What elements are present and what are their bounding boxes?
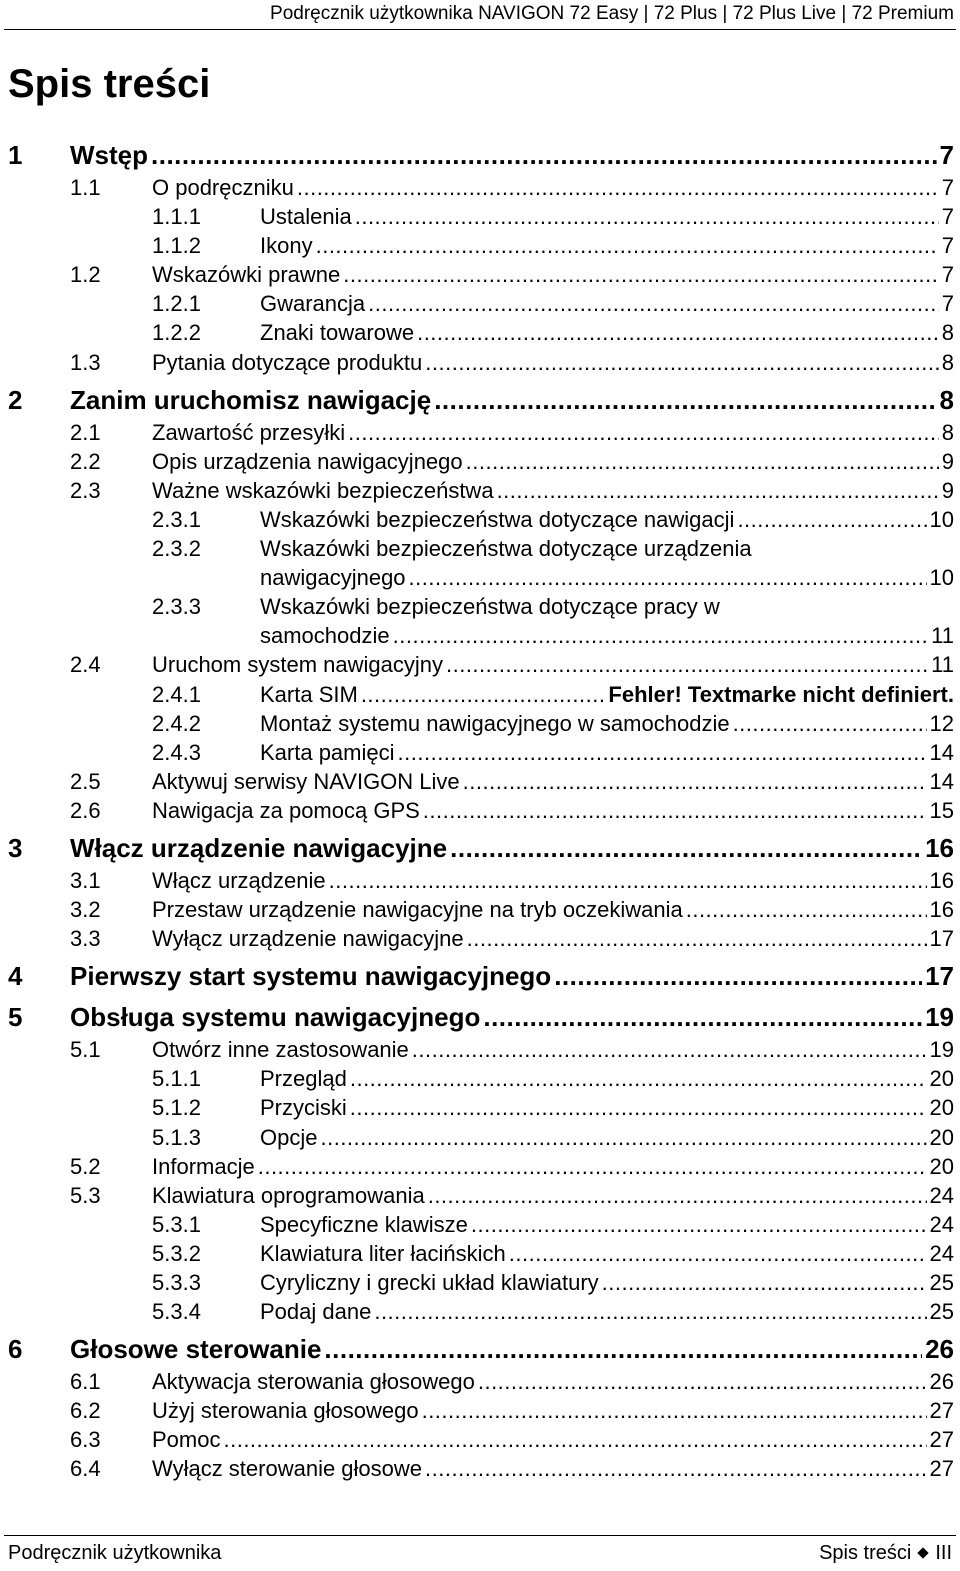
toc-entry-line xyxy=(70,830,954,866)
dot-leader xyxy=(466,447,939,476)
dot-leader xyxy=(425,1454,926,1483)
toc-entry-page: 7 xyxy=(941,204,954,230)
page-title: Spis treści xyxy=(8,62,211,106)
toc-entry-line xyxy=(260,289,954,318)
toc-entry[interactable] xyxy=(0,1239,960,1268)
toc-entry[interactable] xyxy=(0,1367,960,1396)
toc-entry[interactable] xyxy=(0,895,960,924)
toc-entry[interactable] xyxy=(0,866,960,895)
toc-entry-page: 17 xyxy=(929,926,954,952)
dot-leader xyxy=(361,680,606,709)
toc-entry[interactable] xyxy=(0,1396,960,1425)
toc-entry-title-continued: nawigacyjnego xyxy=(260,565,406,591)
dot-leader xyxy=(554,958,922,994)
toc-entry-number: 1.2.1 xyxy=(152,291,201,317)
toc-entry-page: 7 xyxy=(939,140,954,170)
toc-entry-line xyxy=(70,1331,954,1367)
toc-entry-line xyxy=(152,895,954,924)
toc-entry[interactable] xyxy=(0,534,960,563)
footer-section-label: Spis treści xyxy=(819,1542,912,1564)
toc-entry[interactable] xyxy=(0,796,960,825)
toc-entry[interactable] xyxy=(0,1454,960,1483)
dot-leader xyxy=(467,924,927,953)
toc-entry-title: Wstęp xyxy=(70,140,148,170)
toc-entry-line xyxy=(152,1367,954,1396)
toc-entry[interactable] xyxy=(0,1268,960,1297)
toc-entry-number: 6.4 xyxy=(70,1456,101,1482)
toc-entry-title: Pomoc xyxy=(152,1427,221,1453)
toc-entry-page: 14 xyxy=(929,739,954,765)
dot-leader xyxy=(368,289,939,318)
toc-entry-line xyxy=(70,999,954,1035)
toc-entry-number: 5.3 xyxy=(70,1182,101,1208)
toc-entry-page: 24 xyxy=(929,1182,954,1208)
toc-entry[interactable] xyxy=(0,418,960,447)
toc-entry-number: 2.4.2 xyxy=(152,710,201,736)
toc-entry-title: Przyciski xyxy=(260,1095,347,1121)
toc-entry-number: 6.2 xyxy=(70,1398,101,1424)
toc-entry-title: Nawigacja za pomocą GPS xyxy=(152,797,420,823)
toc-entry-page: 8 xyxy=(941,419,954,445)
toc-entry-number: 2.3 xyxy=(70,477,101,503)
toc-entry-line xyxy=(152,173,954,202)
toc-entry-line xyxy=(260,1093,954,1122)
toc-entry-title: Ustalenia xyxy=(260,204,352,230)
dot-leader xyxy=(483,999,922,1035)
toc-entry-line xyxy=(70,382,954,418)
dot-leader xyxy=(509,1239,927,1268)
toc-entry-title: Pierwszy start systemu nawigacyjnego xyxy=(70,961,552,992)
toc-entry[interactable] xyxy=(0,348,960,377)
toc-entry-title: Głosowe sterowanie xyxy=(70,1334,322,1365)
toc-entry-number: 5.1 xyxy=(70,1037,101,1063)
toc-entry-page: 20 xyxy=(929,1095,954,1121)
toc-entry-page: 16 xyxy=(925,832,954,863)
toc-entry[interactable] xyxy=(0,830,960,866)
toc-entry-title: Włącz urządzenie xyxy=(152,867,326,893)
toc-entry-number: 2.4 xyxy=(70,652,101,678)
footer-rule xyxy=(4,1535,956,1536)
toc-entry-number: 3.2 xyxy=(70,897,101,923)
toc-entry-title: Wskazówki bezpieczeństwa dotyczące pracy w xyxy=(260,594,720,620)
toc-entry-page: 17 xyxy=(925,961,954,992)
toc-entry-line xyxy=(152,1454,954,1483)
toc-entry-page: 16 xyxy=(929,867,954,893)
toc-entry-title: Wskazówki bezpieczeństwa dotyczące urządzenia xyxy=(260,536,752,562)
dot-leader xyxy=(478,1367,927,1396)
toc-entry-number: 3 xyxy=(8,832,23,863)
toc-entry-line xyxy=(70,958,954,994)
toc-entry-number: 3.3 xyxy=(70,926,101,952)
toc-entry-line xyxy=(260,534,954,563)
toc-entry-number: 2 xyxy=(8,384,23,415)
toc-entry-number: 1.1.1 xyxy=(152,204,201,230)
toc-entry-line xyxy=(152,1396,954,1425)
toc-entry-line xyxy=(152,1152,954,1181)
toc-entry-page: 16 xyxy=(929,897,954,923)
dot-leader xyxy=(733,709,927,738)
toc-entry-line xyxy=(152,447,954,476)
toc-entry[interactable] xyxy=(0,505,960,534)
toc-entry-number: 6.3 xyxy=(70,1427,101,1453)
toc-entry-number: 4 xyxy=(8,961,23,992)
toc-entry-title: Montaż systemu nawigacyjnego w samochodzie xyxy=(260,710,730,736)
toc-entry-title: Specyficzne klawisze xyxy=(260,1211,468,1237)
dot-leader xyxy=(450,830,922,866)
toc-entry-number: 2.4.1 xyxy=(152,681,201,707)
toc-entry-page: Fehler! Textmarke nicht definiert. xyxy=(608,681,954,707)
footer-section xyxy=(819,1539,952,1567)
toc-entry-page: 15 xyxy=(929,797,954,823)
toc-entry[interactable] xyxy=(0,1035,960,1064)
toc-entry-title: Karta SIM xyxy=(260,681,358,707)
toc-entry[interactable] xyxy=(0,1152,960,1181)
toc-entry-page: 11 xyxy=(931,652,954,678)
dot-leader xyxy=(428,1181,927,1210)
toc-entry-title: Opcje xyxy=(260,1124,318,1150)
toc-entry-line xyxy=(152,348,954,377)
toc-entry[interactable] xyxy=(0,1093,960,1122)
dot-leader xyxy=(316,231,939,260)
dot-leader xyxy=(686,895,927,924)
toc-entry-title: Ważne wskazówki bezpieczeństwa xyxy=(152,477,494,503)
dot-leader xyxy=(425,348,938,377)
toc-entry-line xyxy=(260,563,954,592)
dot-leader xyxy=(350,1093,927,1122)
toc-entry-line xyxy=(152,650,954,679)
toc-entry-title: O podręczniku xyxy=(152,175,294,200)
toc-entry-number: 2.2 xyxy=(70,448,101,474)
toc-entry[interactable] xyxy=(0,1297,960,1326)
toc-entry-page: 27 xyxy=(929,1456,954,1482)
toc-entry-line xyxy=(152,866,954,895)
toc-entry-line xyxy=(152,1181,954,1210)
dot-leader xyxy=(417,318,939,347)
dot-leader xyxy=(151,137,937,173)
toc-entry-line xyxy=(260,738,954,767)
toc-entry-page: 20 xyxy=(929,1066,954,1092)
toc-entry-line xyxy=(260,1064,954,1093)
toc-entry-number: 5.3.4 xyxy=(152,1299,201,1325)
toc-entry-page: 19 xyxy=(929,1037,954,1063)
toc-entry-line xyxy=(260,1210,954,1239)
toc-entry-line xyxy=(260,621,954,650)
toc-entry-line xyxy=(260,592,954,621)
toc-entry[interactable] xyxy=(0,680,960,709)
toc-entry-line xyxy=(260,202,954,231)
toc-entry-line xyxy=(152,418,954,447)
toc-entry-number: 2.6 xyxy=(70,797,101,823)
dot-leader xyxy=(348,418,939,447)
dot-leader xyxy=(374,1297,926,1326)
toc-entry-page: 8 xyxy=(941,349,954,375)
toc-entry[interactable] xyxy=(0,231,960,260)
toc-entry-page: 19 xyxy=(925,1002,954,1033)
dot-leader xyxy=(737,505,926,534)
toc-entry-line xyxy=(260,231,954,260)
toc-entry-line xyxy=(260,1123,954,1152)
toc-entry-title: Wyłącz sterowanie głosowe xyxy=(152,1456,423,1482)
toc-entry-line xyxy=(152,260,954,289)
toc-entry-number: 6 xyxy=(8,1334,23,1365)
toc-entry[interactable] xyxy=(0,592,960,621)
toc-entry-number: 1.3 xyxy=(70,349,101,375)
toc-entry-title: Przestaw urządzenie nawigacyjne na tryb oczekiwania xyxy=(152,897,683,923)
toc-entry-page: 26 xyxy=(929,1369,954,1395)
toc-entry-title: Uruchom system nawigacyjny xyxy=(152,652,443,678)
toc-entry[interactable] xyxy=(0,260,960,289)
toc-entry-number: 5.3.3 xyxy=(152,1270,201,1295)
toc-entry-number: 6.1 xyxy=(70,1369,101,1395)
toc-entry-line xyxy=(152,767,954,796)
toc-entry-number: 5.3.2 xyxy=(152,1240,201,1266)
toc-entry-title: Aktywuj serwisy NAVIGON Live xyxy=(152,768,460,794)
toc-entry-page: 10 xyxy=(929,565,954,591)
toc-entry[interactable] xyxy=(0,173,960,202)
toc-entry-title: Wskazówki bezpieczeństwa dotyczące nawigacji xyxy=(260,506,735,532)
toc-entry-title: Zawartość przesyłki xyxy=(152,419,346,445)
dot-leader xyxy=(223,1425,926,1454)
dot-leader xyxy=(343,260,938,289)
toc-entry-continuation[interactable] xyxy=(0,563,960,592)
toc-entry-page: 9 xyxy=(941,477,954,503)
diamond-bullet-icon xyxy=(918,1547,929,1558)
toc-entry-line xyxy=(152,796,954,825)
toc-entry[interactable] xyxy=(0,1064,960,1093)
toc-entry-page: 25 xyxy=(929,1299,954,1325)
dot-leader xyxy=(409,563,927,592)
dot-leader xyxy=(324,1331,922,1367)
toc-entry-number: 5 xyxy=(8,1002,23,1033)
toc-entry-number: 1.2.2 xyxy=(152,320,201,346)
dot-leader xyxy=(398,738,927,767)
toc-entry[interactable] xyxy=(0,1181,960,1210)
toc-entry-line xyxy=(260,318,954,347)
toc-entry[interactable] xyxy=(0,958,960,994)
toc-entry-line xyxy=(260,1297,954,1326)
toc-entry-title: Klawiatura oprogramowania xyxy=(152,1182,425,1208)
toc-entry[interactable] xyxy=(0,924,960,953)
toc-entry-title: Włącz urządzenie nawigacyjne xyxy=(70,832,448,863)
toc-entry-title-continued: samochodzie xyxy=(260,623,390,649)
header-rule xyxy=(4,29,956,30)
toc-entry-number: 1.1 xyxy=(70,175,101,200)
toc-entry-page: 7 xyxy=(941,262,954,288)
toc-entry-line xyxy=(152,924,954,953)
toc-entry-page: 27 xyxy=(929,1398,954,1424)
dot-leader xyxy=(320,1123,926,1152)
toc-entry-title: Wskazówki prawne xyxy=(152,262,341,288)
dot-leader xyxy=(463,767,927,796)
toc-entry-number: 2.3.2 xyxy=(152,536,201,562)
toc-entry[interactable] xyxy=(0,1210,960,1239)
dot-leader xyxy=(446,650,928,679)
dot-leader xyxy=(329,866,927,895)
table-of-contents xyxy=(0,137,960,1484)
dot-leader xyxy=(434,382,936,418)
dot-leader xyxy=(602,1268,927,1297)
toc-entry-number: 5.1.2 xyxy=(152,1095,201,1121)
toc-entry-page: 25 xyxy=(929,1270,954,1295)
toc-entry-number: 2.1 xyxy=(70,419,101,445)
toc-entry[interactable] xyxy=(0,1331,960,1367)
toc-entry-number: 2.4.3 xyxy=(152,739,201,765)
dot-leader xyxy=(423,796,927,825)
dot-leader xyxy=(422,1396,927,1425)
dot-leader xyxy=(497,476,939,505)
toc-entry-number: 1 xyxy=(8,140,23,170)
toc-entry[interactable] xyxy=(0,767,960,796)
toc-entry-page: 24 xyxy=(929,1211,954,1237)
toc-entry-number: 1.2 xyxy=(70,262,101,288)
toc-entry-page: 24 xyxy=(929,1240,954,1266)
toc-entry[interactable] xyxy=(0,650,960,679)
toc-entry-title: Przegląd xyxy=(260,1066,347,1092)
toc-entry-page: 26 xyxy=(925,1334,954,1365)
dot-leader xyxy=(355,202,939,231)
toc-entry-page: 12 xyxy=(929,710,954,736)
toc-entry-title: Cyryliczny i grecki układ klawiatury xyxy=(260,1270,599,1295)
toc-entry-number: 5.3.1 xyxy=(152,1211,201,1237)
toc-entry-page: 7 xyxy=(941,175,954,200)
toc-entry-title: Zanim uruchomisz nawigację xyxy=(70,384,432,415)
toc-entry-title: Otwórz inne zastosowanie xyxy=(152,1037,409,1063)
toc-entry-title: Opis urządzenia nawigacyjnego xyxy=(152,448,463,474)
toc-entry-page: 8 xyxy=(939,384,954,415)
toc-entry[interactable] xyxy=(0,202,960,231)
toc-entry-title: Ikony xyxy=(260,233,313,259)
toc-entry-line xyxy=(260,505,954,534)
toc-entry[interactable] xyxy=(0,738,960,767)
running-header: Podręcznik użytkownika NAVIGON 72 Easy | 72 Plus | 72 Plus Live | 72 Premium xyxy=(270,3,954,24)
toc-entry-line xyxy=(152,1035,954,1064)
dot-leader xyxy=(412,1035,927,1064)
toc-entry-number: 2.3.1 xyxy=(152,506,201,532)
toc-entry[interactable] xyxy=(0,1425,960,1454)
toc-entry-line xyxy=(260,680,954,709)
toc-entry-page: 11 xyxy=(931,623,954,649)
toc-entry-page: 7 xyxy=(941,291,954,317)
toc-entry[interactable] xyxy=(0,999,960,1035)
footer-manual-title: Podręcznik użytkownika xyxy=(8,1542,222,1564)
toc-entry-page: 9 xyxy=(941,448,954,474)
toc-entry[interactable] xyxy=(0,476,960,505)
toc-entry-number: 2.5 xyxy=(70,768,101,794)
toc-entry-title: Gwarancja xyxy=(260,291,366,317)
toc-entry-continuation[interactable] xyxy=(0,621,960,650)
toc-entry-number: 1.1.2 xyxy=(152,233,201,259)
toc-entry-page: 10 xyxy=(929,506,954,532)
toc-entry[interactable] xyxy=(0,382,960,418)
toc-entry-title: Aktywacja sterowania głosowego xyxy=(152,1369,475,1395)
toc-entry-title: Pytania dotyczące produktu xyxy=(152,349,423,375)
dot-leader xyxy=(258,1152,927,1181)
dot-leader xyxy=(297,173,939,202)
toc-entry-page: 20 xyxy=(929,1153,954,1179)
toc-entry-number: 5.1.3 xyxy=(152,1124,201,1150)
toc-entry[interactable] xyxy=(0,709,960,738)
toc-entry[interactable] xyxy=(0,318,960,347)
dot-leader xyxy=(350,1064,927,1093)
toc-entry[interactable] xyxy=(0,447,960,476)
toc-entry-title: Podaj dane xyxy=(260,1299,372,1325)
dot-leader xyxy=(393,621,929,650)
toc-entry-number: 3.1 xyxy=(70,867,101,893)
toc-entry-title: Karta pamięci xyxy=(260,739,395,765)
toc-entry[interactable] xyxy=(0,1123,960,1152)
toc-entry[interactable] xyxy=(0,289,960,318)
toc-entry-page: 8 xyxy=(941,320,954,346)
toc-entry-line xyxy=(260,1239,954,1268)
toc-entry-number: 2.3.3 xyxy=(152,594,201,620)
toc-entry-line xyxy=(70,137,954,173)
toc-entry-title: Użyj sterowania głosowego xyxy=(152,1398,419,1424)
toc-entry-line xyxy=(260,709,954,738)
toc-entry-title: Klawiatura liter łacińskich xyxy=(260,1240,506,1266)
toc-entry[interactable] xyxy=(0,137,960,173)
toc-entry-line xyxy=(260,1268,954,1297)
toc-entry-page: 14 xyxy=(929,768,954,794)
toc-entry-title: Znaki towarowe xyxy=(260,320,415,346)
toc-entry-line xyxy=(152,476,954,505)
toc-entry-line xyxy=(152,1425,954,1454)
toc-entry-title: Wyłącz urządzenie nawigacyjne xyxy=(152,926,464,952)
toc-entry-number: 5.2 xyxy=(70,1153,101,1179)
toc-entry-page: 7 xyxy=(941,233,954,259)
dot-leader xyxy=(471,1210,927,1239)
toc-entry-title: Informacje xyxy=(152,1153,255,1179)
toc-entry-page: 20 xyxy=(929,1124,954,1150)
toc-entry-title: Obsługa systemu nawigacyjnego xyxy=(70,1002,481,1033)
footer-page-number: III xyxy=(935,1542,952,1564)
toc-entry-number: 5.1.1 xyxy=(152,1066,201,1092)
toc-entry-page: 27 xyxy=(929,1427,954,1453)
